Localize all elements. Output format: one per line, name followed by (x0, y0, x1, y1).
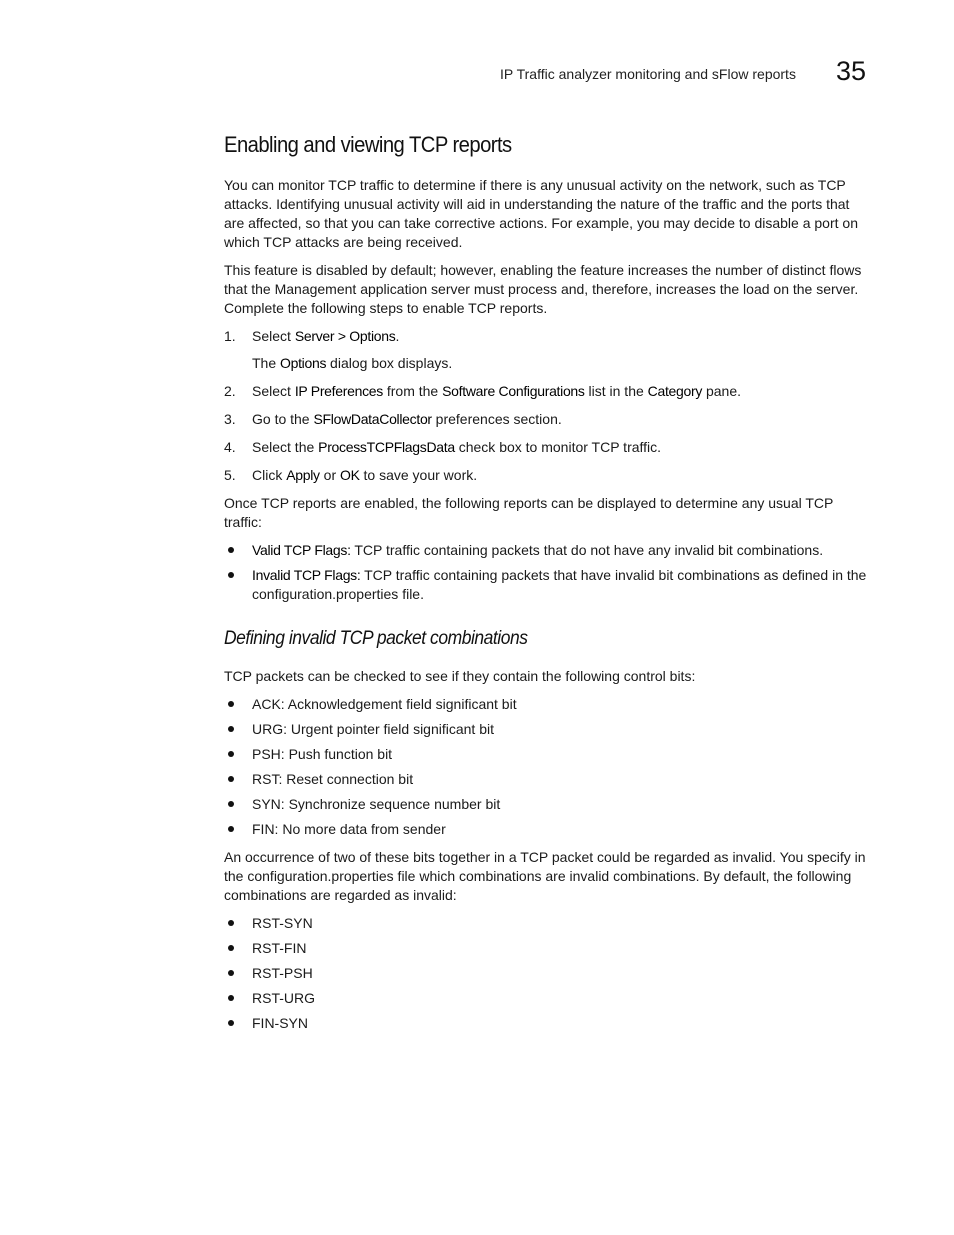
dialog-name: Options (280, 355, 327, 371)
ui-term: OK (340, 467, 360, 483)
page-header (224, 56, 866, 87)
step-1 (224, 327, 869, 346)
list-item: ACK: Acknowledgement field significant bit (224, 695, 869, 714)
step-1-note (252, 354, 869, 373)
list-item: FIN: No more data from sender (224, 820, 869, 839)
list-item: URG: Urgent pointer field significant bit (224, 720, 869, 739)
list-item: RST-SYN (224, 914, 869, 933)
step-text: Select the (252, 439, 319, 455)
step-number: 4. (224, 439, 236, 455)
step-number: 2. (224, 383, 236, 399)
step-number: 5. (224, 467, 236, 483)
step-text: preferences section. (431, 411, 562, 427)
invalid-combinations-paragraph: An occurrence of two of these bits together in a TCP packet could be regarded as invalid. You specify in the configuration.properties file which combinations are invalid combinations. By default, the following combinations are regarded as invalid: (224, 849, 866, 903)
list-item: RST-PSH (224, 964, 869, 983)
intro-paragraph-2: This feature is disabled by default; however, enabling the feature increases the number of distinct flows that the Management application server must process and, therefore, increases the load on the server. Complete the following steps to enable TCP reports. (224, 262, 862, 316)
intro-paragraph-1: You can monitor TCP traffic to determine if there is any unusual activity on the network, such as TCP attacks. Identifying unusual activity will aid in understanding the nature of the traffic and the ports that are affected, so that you can take corrective actions. For example, you may decide to disable a port on which TCP attacks are being received. (224, 177, 858, 250)
note-text: dialog box displays. (326, 355, 453, 371)
chapter-number: 35 (835, 56, 866, 86)
step-text: list in the (584, 383, 648, 399)
ui-term: Apply (286, 467, 320, 483)
control-bits-list (224, 695, 869, 839)
report-label: Valid TCP Flags: (252, 542, 351, 558)
step-text: Click (252, 467, 287, 483)
procedure-steps-continued (224, 382, 869, 485)
step-number: 1. (224, 328, 236, 344)
step-text: from the (382, 383, 443, 399)
subsection-intro: TCP packets can be checked to see if they contain the following control bits: (224, 668, 696, 684)
step-text: Go to the (252, 411, 314, 427)
report-list (224, 541, 869, 604)
step-number: 3. (224, 411, 236, 427)
step-5 (224, 466, 869, 485)
ui-term: Software Configurations (442, 383, 585, 399)
report-text: TCP traffic containing packets that have invalid bit combinations as defined in the configuration.properties file. (252, 567, 867, 602)
ui-term: IP Preferences (294, 383, 383, 399)
subsection-title: Defining invalid TCP packet combinations (224, 628, 528, 649)
procedure-steps (224, 327, 869, 346)
after-steps-paragraph: Once TCP reports are enabled, the following reports can be displayed to determine any usual TCP traffic: (224, 495, 834, 530)
page-content (224, 132, 869, 1042)
list-item: RST: Reset connection bit (224, 770, 869, 789)
step-text: . (395, 328, 400, 344)
step-2 (224, 382, 869, 401)
list-item: SYN: Synchronize sequence number bit (224, 795, 869, 814)
list-item: FIN-SYN (224, 1014, 869, 1033)
report-label: Invalid TCP Flags: (252, 567, 361, 583)
step-text: pane. (702, 383, 742, 399)
step-text: to save your work. (359, 467, 478, 483)
menu-path: Server > Options (294, 328, 396, 344)
running-header-title: IP Traffic analyzer monitoring and sFlow reports (500, 65, 796, 82)
step-4 (224, 438, 869, 457)
section-title: Enabling and viewing TCP reports (224, 132, 512, 157)
step-3 (224, 410, 869, 429)
ui-term: ProcessTCPFlagsData (318, 439, 455, 455)
step-text: Select (252, 383, 295, 399)
list-item: RST-FIN (224, 939, 869, 958)
list-item: RST-URG (224, 989, 869, 1008)
ui-term: SFlowDataCollector (313, 411, 432, 427)
step-text: check box to monitor TCP traffic. (454, 439, 662, 455)
note-text: The (252, 355, 281, 371)
report-text: TCP traffic containing packets that do not have any invalid bit combinations. (350, 542, 824, 558)
ui-term: Category (647, 383, 703, 399)
report-item (224, 566, 869, 604)
report-item (224, 541, 869, 560)
list-item: PSH: Push function bit (224, 745, 869, 764)
invalid-combinations-list (224, 914, 869, 1033)
step-text: Select (252, 328, 295, 344)
step-text: or (319, 467, 340, 483)
